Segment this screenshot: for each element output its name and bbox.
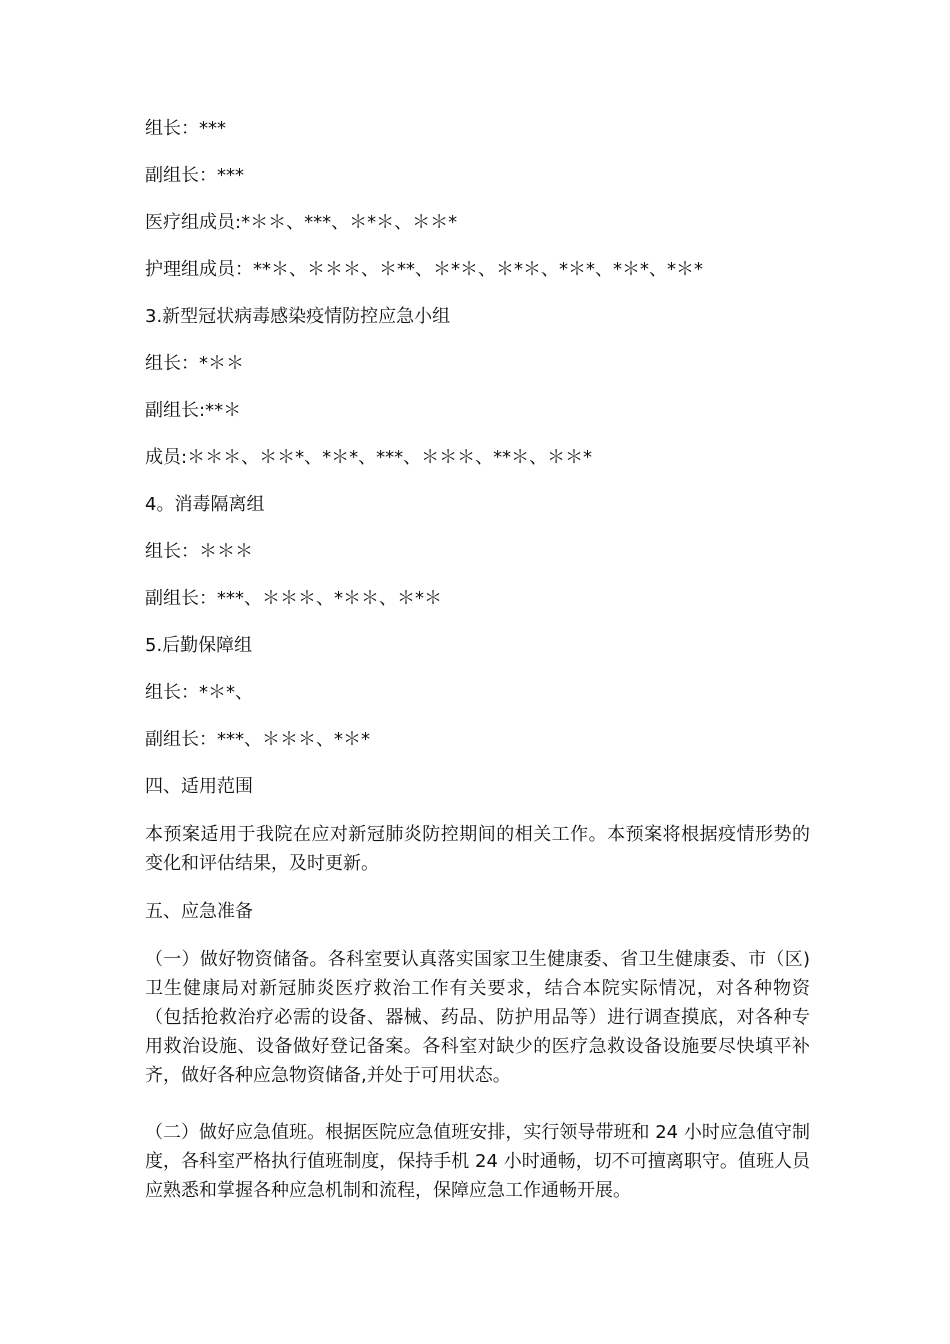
scope-paragraph: 本预案适用于我院在应对新冠肺炎防控期间的相关工作。本预案将根据疫情形势的变化和评估结果，及时更新。 [145,824,810,874]
group5-leader: 组长：*＊*、 [145,682,253,703]
group3-leader: 组长：*＊＊ [145,353,244,374]
group5-heading: 5.后勤保障组 [145,635,253,656]
nursing-group-members: 护理组成员：**＊、＊＊＊、＊**、＊*＊、＊*＊、*＊*、*＊*、*＊* [145,259,703,280]
section4-heading: 四、适用范围 [145,776,253,797]
group3-members: 成员:＊＊＊、＊＊*、*＊*、***、＊＊＊、**＊、＊＊* [145,447,593,468]
group3-deputy-leader: 副组长:**＊ [145,400,242,421]
group4-heading: 4。消毒隔离组 [145,494,265,515]
group3-heading: 3.新型冠状病毒感染疫情防控应急小组 [145,306,451,327]
group2-deputy-leader: 副组长：*** [145,165,244,186]
medical-group-members: 医疗组成员:*＊＊、***、＊*＊、＊＊* [145,212,458,233]
group2-leader: 组长：*** [145,118,226,139]
emergency-duty-paragraph: （二）做好应急值班。根据医院应急值班安排，实行领导带班和 24 小时应急值守制度，各科室严格执行值班制度，保持手机 24 小时通畅，切不可擅离职守。值班人员应熟悉和掌握各种应急机制和流程，保障应急工作通畅开展。 [145,1122,810,1201]
section5-heading: 五、应急准备 [145,901,253,922]
group4-deputy-leaders: 副组长：***、＊＊＊、*＊＊、＊*＊ [145,588,442,609]
group5-deputy-leaders: 副组长：***、＊＊＊、*＊* [145,729,370,750]
group4-leader: 组长：＊＊＊ [145,541,253,562]
materials-reserve-paragraph: （一）做好物资储备。各科室要认真落实国家卫生健康委、省卫生健康委、市（区)卫生健康局对新冠肺炎医疗救治工作有关要求，结合本院实际情况，对各种物资（包括抢救治疗必需的设备、器械、药品、防护用品等）进行调查摸底，对各种专用救治设施、设备做好登记备案。各科室对缺少的医疗急救设备设施要尽快填平补齐，做好各种应急物资储备,并处于可用状态。 [145,949,810,1086]
